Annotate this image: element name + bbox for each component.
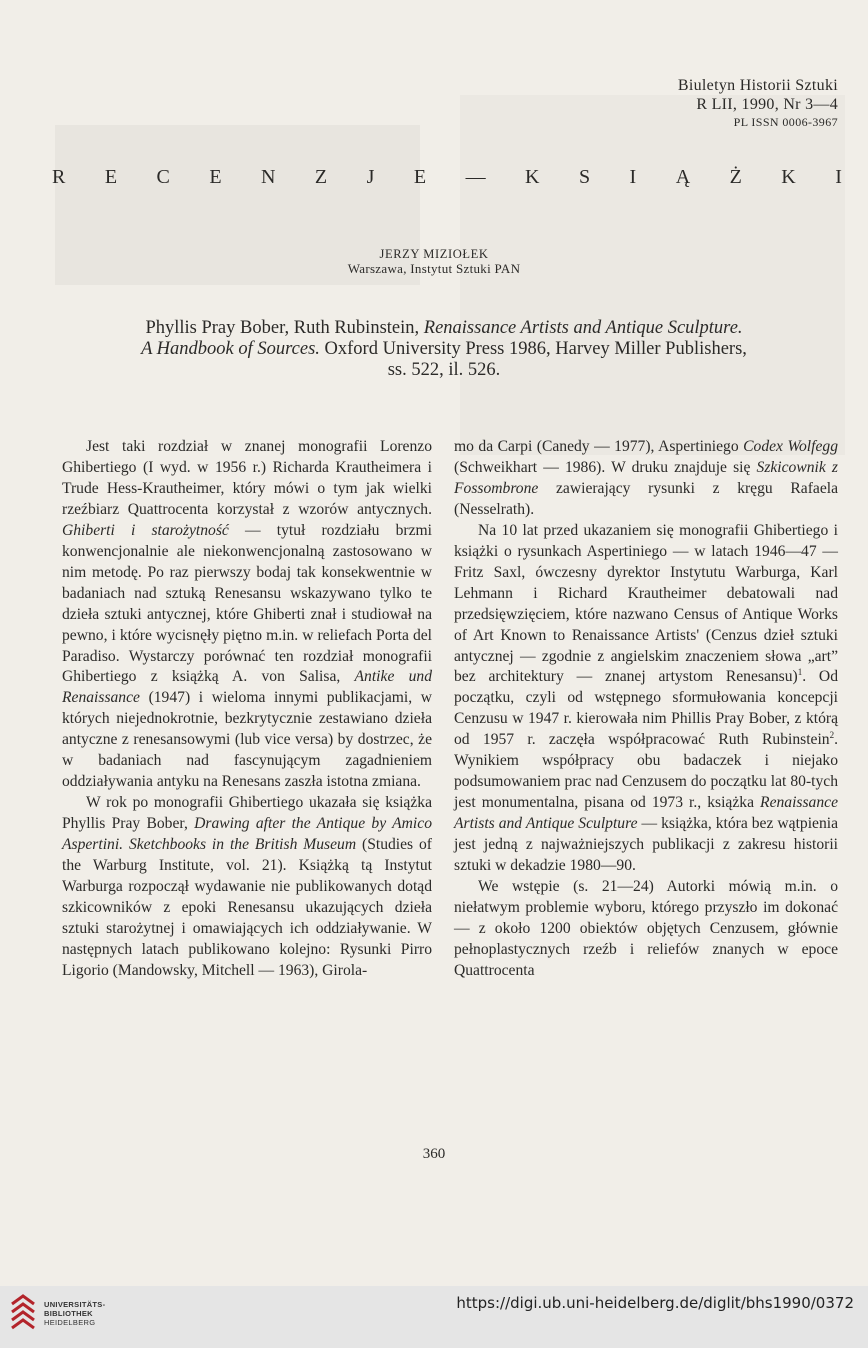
section-title-letter: I	[629, 166, 637, 188]
section-title-letter: Z	[314, 166, 328, 188]
text-run: Na 10 lat przed ukazaniem się monografii Ghibertiego i książki o rysunkach Aspertiniego — w latach 1946—47 — Fritz Saxl, ówczesny dyrektor Instytutu Warburga, Karl Lehmann i Richard Krautheimer debatowali nad przedsięwzięciem, które nazwano Census of Antique Works of Art Known to Renaissance Artists' (Cenzus dzieł sztuki antycznej — zgodnie z angielskim znaczeniem słowa „art” bez architektury — znanej artystom Renesansu)	[454, 521, 838, 686]
library-logo-text	[44, 1300, 105, 1327]
book-pages: ss. 522, il. 526.	[387, 360, 501, 380]
italic-title: Antike und Renaissance	[62, 668, 433, 707]
book-line-2	[40, 339, 848, 360]
section-title-letter: Ą	[675, 166, 691, 188]
book-line-1	[40, 318, 848, 339]
page-number: 360	[422, 1146, 446, 1162]
library-logo-icon	[8, 1294, 38, 1332]
text-run: (Schweikhart — 1986). W druku znajduje się	[454, 458, 757, 476]
library-logo[interactable]	[8, 1294, 105, 1332]
section-title-letter: K	[781, 166, 796, 188]
journal-issn: PL ISSN 0006-3967	[733, 115, 838, 129]
logo-line: UNIVERSITÄTS-	[44, 1299, 106, 1309]
section-title-dash: —	[465, 166, 486, 188]
text-run: (1947) i wieloma innymi publikacjami, w których niejednokrotnie, bezkrytycznie zestawiano dzieła antyczne z renesansowymi (lub vice versa) by dostrzec, że w badaniach nad fascynującym zagadnieniem oddziaływania antyku na Renesans zaszła istotna zmiana.	[62, 689, 432, 791]
logo-line: BIBLIOTHEK	[44, 1308, 93, 1318]
section-title-letter: R	[52, 166, 66, 188]
section-title	[52, 166, 842, 189]
book-publisher: Oxford University Press 1986, Harvey Miller Publishers,	[324, 339, 747, 359]
footnote-ref[interactable]: 2	[829, 730, 835, 741]
journal-volume: R LII, 1990, Nr 3—4	[696, 96, 838, 113]
paragraph	[62, 437, 432, 793]
section-title-letter: E	[209, 166, 222, 188]
text-run: mo da Carpi (Canedy — 1977), Aspertiniego	[454, 438, 744, 455]
text-run: W rok po monografii Ghibertiego ukazała się książka Phyllis Pray Bober,	[62, 794, 432, 833]
section-title-letter: I	[835, 166, 842, 188]
paragraph	[62, 793, 432, 982]
paragraph	[454, 437, 838, 521]
author-name: JERZY MIZIOŁEK	[379, 247, 489, 261]
book-authors: Phyllis Pray Bober, Ruth Rubinstein,	[145, 318, 420, 338]
italic-title: Drawing after the Antique by Amico Aspertini. Sketchbooks in the British Museum	[62, 815, 432, 854]
review-author	[0, 247, 868, 277]
section-title-letter: K	[525, 166, 540, 188]
journal-name: Biuletyn Historii Sztuki	[677, 77, 838, 94]
section-title-letter: S	[578, 166, 591, 188]
paragraph: We wstępie (s. 21—24) Autorki mówią m.in. o niełatwym problemie wyboru, którego przyszło im dokonać — z około 1200 obiektów objętych Cenzusem, głównie pełnoplastycznych rzeźb i reliefów znanych w epoce Quattrocenta	[454, 878, 838, 979]
paragraph	[454, 521, 838, 877]
section-title-letter: E	[104, 166, 118, 188]
italic-title: Codex Wolfegg	[743, 438, 838, 455]
text-run: . Od początku, czyli od wstępnego sformułowania koncepcji Cenzusu w 1947 r. kierowała nim Phillis Pray Bober, z którą od 1957 r. zaczęła współpracować Ruth Rubinstein	[454, 668, 838, 749]
section-title-letter: Ż	[729, 166, 742, 188]
right-column	[454, 437, 838, 982]
text-run: . Wynikiem współpracy obu badaczek i niejako podsumowaniem prac nad Cenzusem do początku lat 80-tych jest monumentalna, pisana od 1973 r., książka	[454, 731, 838, 812]
footnote-ref[interactable]: 1	[797, 667, 803, 678]
logo-line: HEIDELBERG	[44, 1317, 96, 1327]
section-title-letter: N	[261, 166, 276, 188]
section-title-letter: E	[413, 166, 427, 188]
text-run: — książka, która bez wątpienia jest jedną z najważniejszych publikacji z zakresu historii sztuki w dekadzie 1980—90.	[454, 815, 838, 875]
reviewed-book	[40, 318, 848, 381]
left-column	[62, 437, 432, 982]
section-title-letter: C	[156, 166, 170, 188]
book-subtitle: A Handbook of Sources.	[141, 339, 320, 359]
italic-title: Ghiberti i starożytność	[62, 521, 229, 539]
permalink-url[interactable]: https://digi.ub.uni-heidelberg.de/diglit/bhs1990/0372	[456, 1294, 854, 1312]
text-run: — tytuł rozdziału brzmi konwencjonalnie ale niekonwencjonalną zastosowano w nim metodę. Po raz pierwszy bodaj tak konsekwentnie w badaniach nad sztuką Renesansu wskazywano tylko te dzieła sztuki antycznej, które Ghiberti znał i studiował na pewno, i które wycisnęły piętno m.in. w reliefach Porta del Paradiso. Wystarczy porównać ten rozdział monografii Ghibertiego z książką A. von Salisa,	[62, 521, 432, 686]
italic-title: Renaissance Artists and Antique Sculpture	[454, 794, 838, 833]
text-run: (Studies of the Warburg Institute, vol. 21). Książką tą Instytut Warburga rozpoczął wydawanie nie publikowanych dotąd szkicowników z epoki Renesansu ukazujących dzieła sztuki starożytnej i omawiających ich oddziaływanie. W następnych latach publikowano kolejno: Rysunki Pirro Ligorio (Mandowsky, Mitchell — 1963), Girola-	[62, 836, 433, 979]
journal-header	[678, 76, 838, 130]
author-affiliation: Warszawa, Instytut Sztuki PAN	[347, 261, 521, 276]
text-run: Jest taki rozdział w znanej monografii Lorenzo Ghibertiego (I wyd. w 1956 r.) Richarda Krautheimera i Trude Hess-Krautheimer, który mówi o tym jak wielki rzeźbiarz Quattrocenta korzystał z wzorów antycznych.	[62, 438, 432, 518]
book-title: Renaissance Artists and Antique Sculpture.	[423, 318, 743, 338]
text-run: zawierający rysunki z kręgu Rafaela (Nesselrath).	[454, 479, 838, 518]
section-title-letter: J	[366, 166, 375, 188]
italic-title: Szkicownik z Fossombrone	[454, 458, 838, 497]
